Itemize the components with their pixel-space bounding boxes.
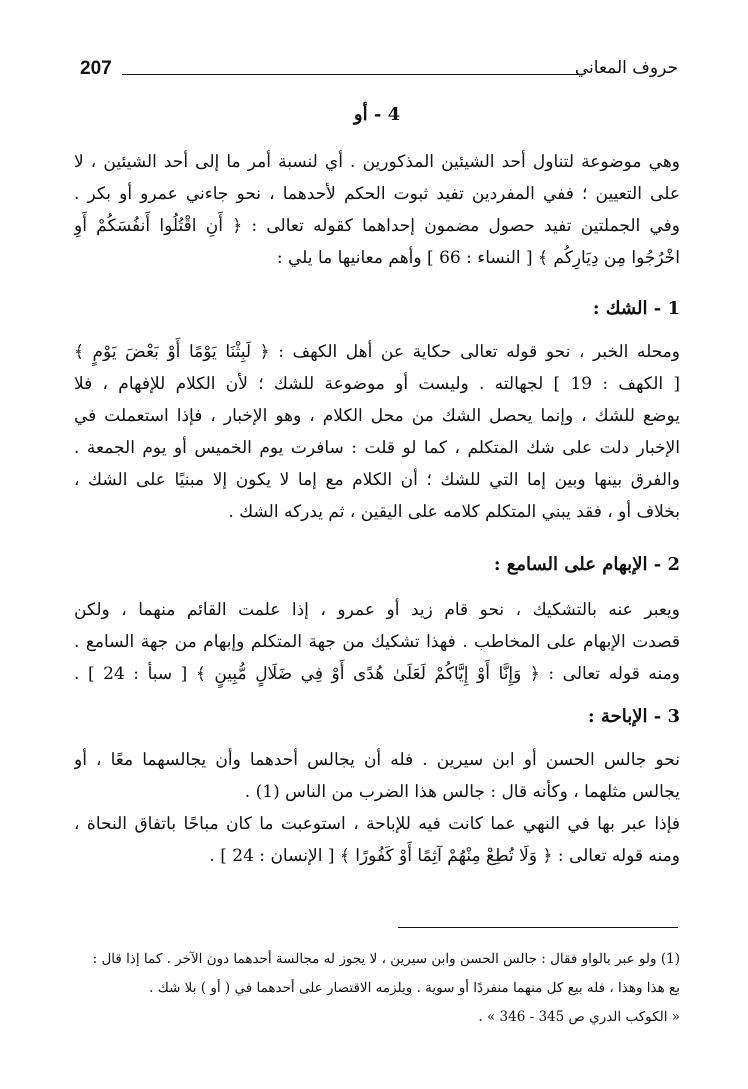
text-line: بخلاف أو ، فقد يبني المتكلم كلامه على اليقين ، ثم يدركه الشك . [228, 502, 680, 522]
text-line: ومحله الخبر ، نحو قوله تعالى حكاية عن أهل الكهف : ﴿ لَبِثْنَا يَوْمًا أَوْ بَعْضَ يَوْمٍ ﴾ [74, 342, 680, 362]
ambiguity-paragraph [74, 594, 680, 690]
text-line: ومنه قوله تعالى : ﴿ وَإِنَّا أَوْ إِيَّاكُمْ لَعَلَىٰ هُدًى أَوْ فِي ضَلَالٍ مُّبِينٍ ﴾ [ سبأ : 24 ] . [74, 664, 680, 684]
footnote-rule [398, 927, 678, 928]
header-rule [122, 74, 578, 75]
footnote-line: « الكوكب الدري ص 345 - 346 » . [478, 1009, 680, 1025]
text-line: ويعبر عنه بالتشكيك ، نحو قام زيد أو عمرو ، إذا علمت القائم منهما ، ولكن [74, 600, 680, 620]
subsection-title-doubt: 1 - الشك : [592, 298, 680, 319]
text-line: اخْرُجُوا مِن دِيَارِكُم ﴾ [ النساء : 66 ] وأهم معانيها ما يلي : [276, 248, 680, 268]
text-line: على التعيين ؛ ففي المفردين تفيد ثبوت الحكم لأحدهما ، نحو جاءني عمرو أو بكر . [74, 184, 680, 204]
footnotes [74, 945, 680, 1032]
page-number: 207 [80, 58, 112, 79]
page-header [80, 58, 678, 88]
text-line: والفرق بينها وبين إما التي للشك ؛ أن الكلام مع إما لا يكون إلا مبنيًا على الشك ، [74, 470, 680, 490]
text-line: الإخبار دلت على شك المتكلم ، كما لو قلت : سافرت يوم الخميس أو يوم الجمعة . [74, 438, 680, 458]
doubt-paragraph [74, 336, 680, 528]
subsection-title-permission: 3 - الإباحة : [588, 706, 680, 727]
text-line: قصدت الإبهام على المخاطب . فهذا تشكيك من جهة المتكلم وإبهام من جهة السامع . [74, 632, 680, 652]
section-title: 4 - أو [353, 104, 401, 125]
subsection-title-ambiguity: 2 - الإبهام على السامع : [493, 554, 680, 575]
text-line: يوضع للشك ، وإنما يحصل الشك من محل الكلام ، وهو الإخبار ، فإذا استعملت في [74, 406, 680, 426]
text-line: ومنه قوله تعالى : ﴿ وَلَا تُطِعْ مِنْهُمْ آثِمًا أَوْ كَفُورًا ﴾ [ الإنسان : 24 ] . [209, 846, 680, 866]
footnote-line: بع هذا وهذا ، فله بيع كل منهما منفردًا أو سوية . ويلزمه الاقتصار على أحدهما في ( أو ) بلا شك . [149, 980, 680, 996]
text-line: وفي الجملتين تفيد حصول مضمون إحداهما كقوله تعالى : ﴿ أَنِ اقْتُلُوا أَنفُسَكُمْ أَوِ [74, 216, 680, 236]
text-line: نحو جالس الحسن أو ابن سيرين . فله أن يجالس أحدهما وأن يجالسهما معًا ، أو [74, 750, 680, 770]
text-line: وهي موضوعة لتناول أحد الشيئين المذكورين . أي لنسبة أمر ما إلى أحد الشيئين ، لا [74, 152, 680, 172]
text-line: [ الكهف : 19 ] لجهالته . وليست أو موضوعة للشك ؛ لأن الكلام للإفهام ، فلا [74, 374, 680, 394]
text-line: يجالس مثلهما ، وكأنه قال : جالس هذا الضرب من الناس (1) . [244, 782, 680, 802]
text-line: فإذا عبر بها في النهي عما كانت فيه للإباحة ، استوعبت ما كان مباحًا باتفاق النحاة ، [74, 814, 680, 834]
running-title: حروف المعاني [574, 58, 678, 78]
footnote-line: (1) ولو عبر بالواو فقال : جالس الحسن وابن سيرين ، لا يجوز له مجالسة أحدهما دون الآخر . كما إذا قال : [92, 951, 680, 967]
permission-paragraph [74, 744, 680, 872]
intro-paragraph [74, 146, 680, 274]
